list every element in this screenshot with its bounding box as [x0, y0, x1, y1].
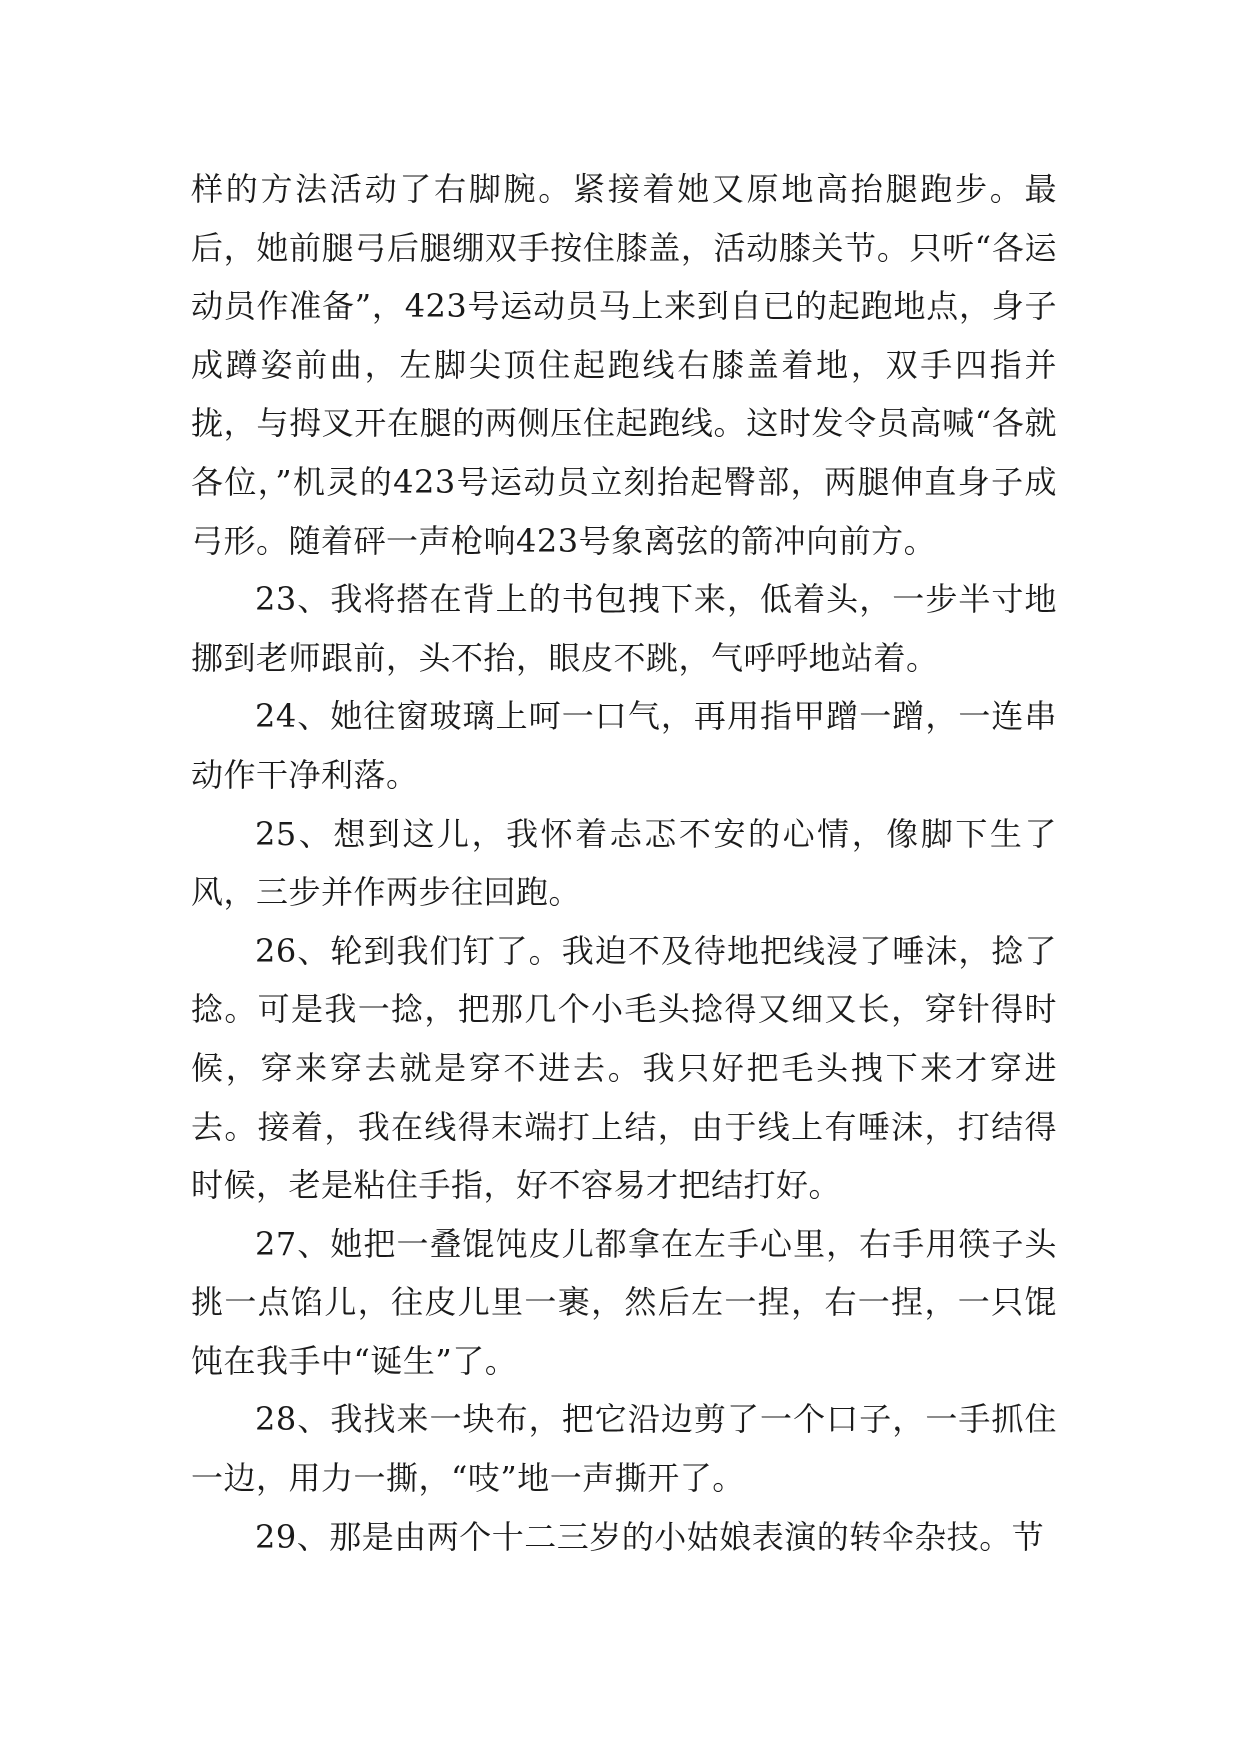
paragraph-25: 25、想到这儿，我怀着忐忑不安的心情，像脚下生了风，三步并作两步往回跑。 [191, 814, 1057, 912]
paragraph-27: 27、她把一叠馄饨皮儿都拿在左手心里，右手用筷子头挑一点馅儿，往皮儿里一裹，然后左一捏，右一捏，一只馄饨在我手中“诞生”了。 [191, 1224, 1057, 1380]
paragraph-28: 28、我找来一块布，把它沿边剪了一个口子，一手抓住一边，用力一撕，“吱”地一声撕开了。 [191, 1400, 1057, 1498]
paragraph-29: 29、那是由两个十二三岁的小姑娘表演的转伞杂技。节 [255, 1517, 1045, 1556]
paragraph-24: 24、她往窗玻璃上呵一口气，再用指甲蹭一蹭，一连串动作干净利落。 [191, 697, 1057, 794]
document-page [191, 160, 1057, 1566]
paragraph-continuation: 样的方法活动了右脚腕。紧接着她又原地高抬腿跑步。最后，她前腿弓后腿绷双手按住膝盖，活动膝关节。只听“各运动员作准备”，423号运动员马上来到自已的起跑地点，身子成蹲姿前曲，左脚尖顶住起跑线右膝盖着地，双手四指并拢，与拇叉开在腿的两侧压住起跑线。这时发令员高喊“各就各位，”机灵的423号运动员立刻抬起臀部，两腿伸直身子成弓形。随着砰一声枪响423号象离弦的箭冲向前方。 [191, 170, 1057, 560]
paragraph-23: 23、我将搭在背上的书包拽下来，低着头，一步半寸地挪到老师跟前，头不抬，眼皮不跳，气呼呼地站着。 [191, 580, 1057, 677]
paragraph-26: 26、轮到我们钉了。我迫不及待地把线浸了唾沫，捻了捻。可是我一捻，把那几个小毛头捻得又细又长，穿针得时候，穿来穿去就是穿不进去。我只好把毛头拽下来才穿进去。接着，我在线得末端打上结，由于线上有唾沫，打结得时候，老是粘住手指，好不容易才把结打好。 [191, 931, 1057, 1205]
